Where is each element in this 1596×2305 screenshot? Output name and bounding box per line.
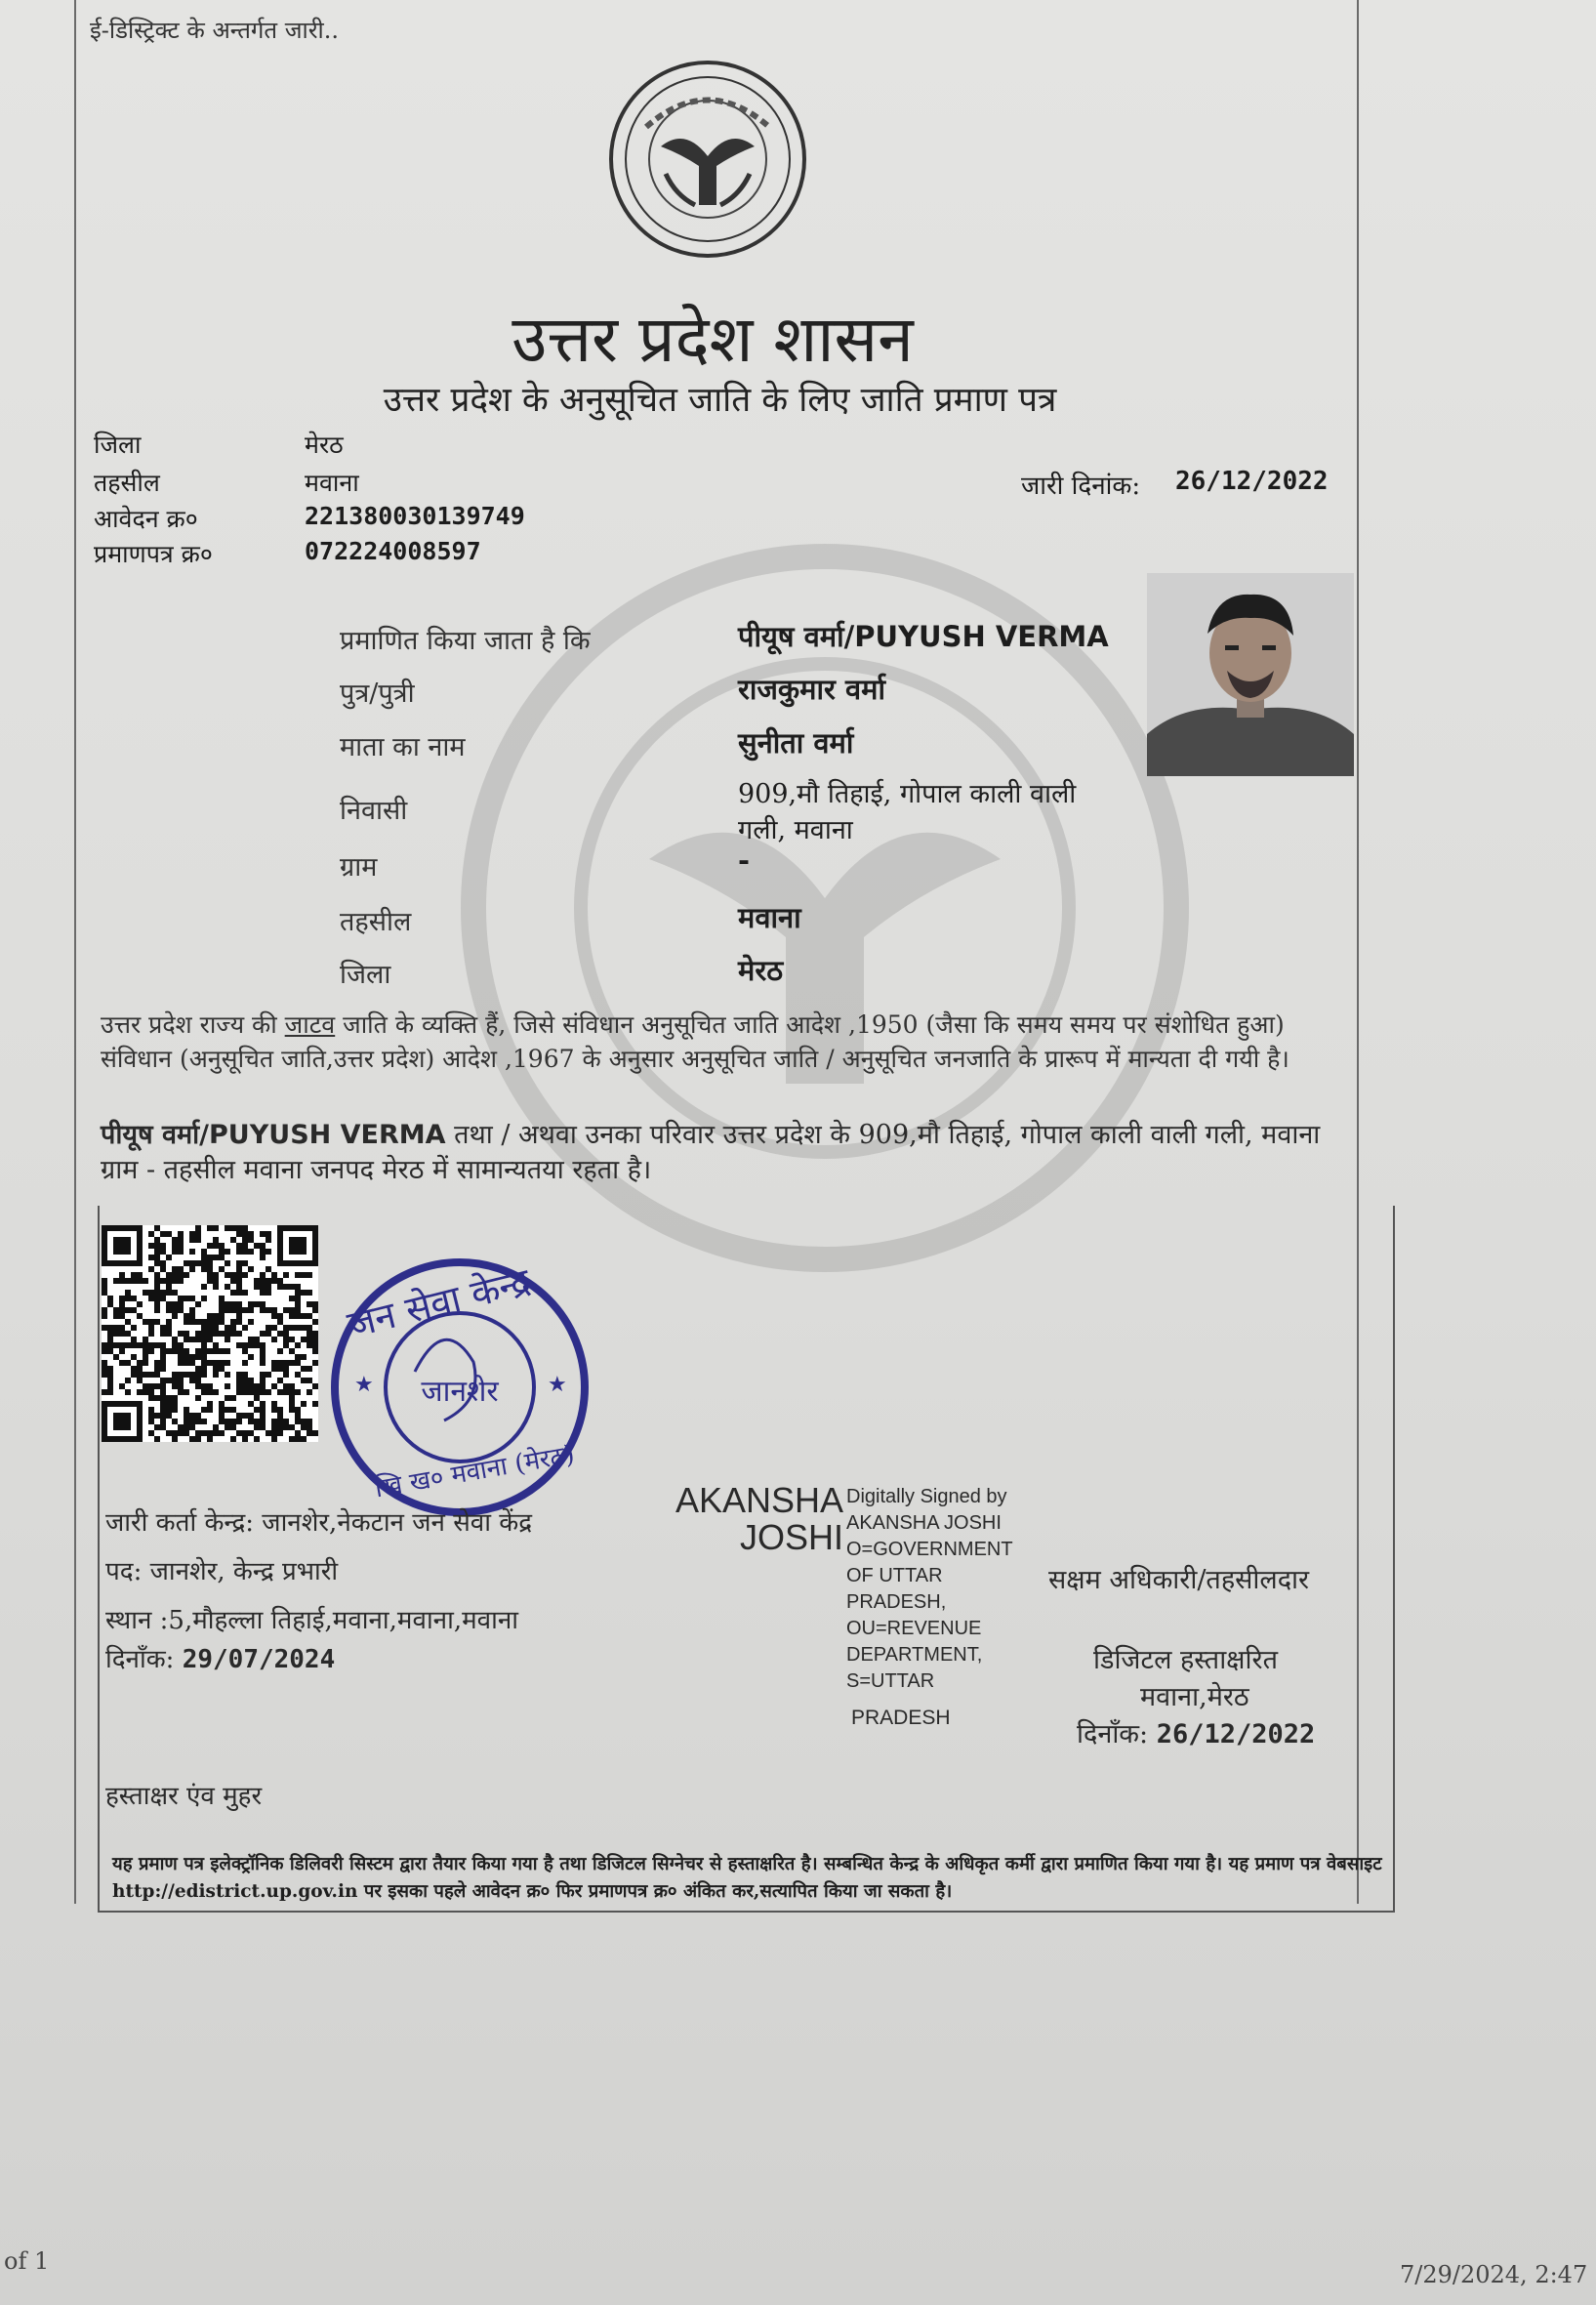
print-timestamp: 7/29/2024, 2:47: [1400, 2261, 1588, 2288]
signer-name: AKANSHA JOSHI: [675, 1480, 844, 1557]
svg-text:★: ★: [354, 1373, 374, 1397]
field-district-label: जिला: [340, 960, 391, 990]
qr-code[interactable]: [102, 1225, 318, 1442]
caste-name: जाटव: [284, 1010, 336, 1039]
district-value: मेरठ: [305, 431, 344, 459]
resident-label: निवासी: [340, 796, 408, 826]
svg-text:★: ★: [548, 1373, 567, 1397]
issuer-date-value: 29/07/2024: [182, 1645, 336, 1674]
authority-location: मवाना,मेरठ: [1140, 1682, 1249, 1712]
issuing-center: जारी कर्ता केन्द्र: जानशेर,नेकटान जन सेवा केंद्र: [105, 1508, 533, 1538]
up-government-emblem-icon: [607, 59, 808, 260]
mother-name: सुनीता वर्मा: [738, 726, 854, 760]
issuer-date: दिनाँक: 29/07/2024: [105, 1645, 336, 1674]
top-note: ई-डिस्ट्रिक्ट के अन्तर्गत जारी..: [90, 17, 340, 44]
address-line-1: 909,मौ तिहाई, गोपाल काली वाली: [738, 779, 1077, 809]
digitally-signed-label: डिजिटल हस्ताक्षरित: [1093, 1645, 1278, 1675]
tehsil-value: मवाना: [305, 469, 359, 497]
parent-label: पुत्र/पुत्री: [340, 679, 415, 709]
village-label: ग्राम: [340, 852, 378, 883]
signature-seal-label: हस्ताक्षर एंव मुहर: [105, 1782, 263, 1811]
svg-text:खि ख० मवाना (मेरठ): खि ख० मवाना (मेरठ): [372, 1439, 577, 1504]
field-tehsil-value: मवाना: [738, 901, 801, 934]
issuer-place: स्थान :5,मौहल्ला तिहाई,मवाना,मवाना,मवाना: [105, 1606, 519, 1635]
caste-statement: उत्तर प्रदेश राज्य की जाटव जाति के व्यक्ति हैं, जिसे संविधान अनुसूचित जाति आदेश ,1950 (जैसा कि समय समय पर संशोधित हुआ) संविधान (अनुसूचित जाति,उत्तर प्रदेश) आदेश ,1967 के अनुसार अनुसूचित जाति / अनुसूचित जनजाति के प्रारूप में मान्यता दी गयी है।: [101, 1010, 1289, 1073]
svg-text:जन सेवा केन्द्र: जन सेवा केन्द्र: [343, 1259, 535, 1347]
application-no-label: आवेदन क्र०: [94, 505, 198, 533]
certificate-subtitle: उत्तर प्रदेश के अनुसूचित जाति के लिए जाति प्रमाण पत्र: [383, 381, 1057, 420]
mother-label: माता का नाम: [340, 732, 466, 762]
certified-label: प्रमाणित किया जाता है कि: [340, 626, 591, 656]
applicant-photo: [1147, 573, 1354, 776]
issue-date-value: 26/12/2022: [1175, 467, 1329, 496]
certificate-no-value: 072224008597: [305, 537, 481, 565]
application-no-value: 221380030139749: [305, 502, 525, 530]
father-name: राजकुमार वर्मा: [738, 673, 885, 706]
residence-statement: पीयूष वर्मा/PUYUSH VERMA तथा / अथवा उनका परिवार उत्तर प्रदेश के 909,मौ तिहाई, गोपाल काली वाली गली, मवाना ग्राम - तहसील मवाना जनपद मेरठ में सामान्यतया रहता है।: [101, 1120, 1321, 1185]
field-tehsil-label: तहसील: [340, 907, 412, 937]
village-value: -: [738, 844, 751, 877]
applicant-name: पीयूष वर्मा/PUYUSH VERMA: [738, 620, 1109, 653]
verification-note: यह प्रमाण पत्र इलेक्ट्रॉनिक डिलिवरी सिस्टम द्वारा तैयार किया गया है तथा डिजिटल सिग्नेचर से हस्ताक्षरित है। सम्बन्धित केन्द्र के अधिकृत कर्मी द्वारा प्रमाणित किया गया है। यह प्रमाण पत्र वेबसाइट http://edistrict.up.gov.in पर इसका पहले आवेदन क्र० फिर प्रमाणपत्र क्र० अंकित कर,सत्यापित किया जा सकता है।: [112, 1854, 1382, 1902]
digital-signature-block: Digitally Signed by AKANSHA JOSHI O=GOVERNMENT OF UTTAR PRADESH, OU=REVENUE DEPARTMENT, S=UTTAR: [846, 1486, 1013, 1692]
page-title: उत्तर प्रदेश शासन: [512, 302, 914, 377]
statement-applicant-name: पीयूष वर्मा/PUYUSH VERMA: [101, 1120, 446, 1150]
jan-seva-kendra-stamp: [327, 1255, 593, 1520]
address-line-2: गली, मवाना: [738, 815, 853, 845]
tehsil-label: तहसील: [94, 469, 160, 497]
field-district-value: मेरठ: [738, 954, 784, 987]
certificate-no-label: प्रमाणपत्र क्र०: [94, 540, 213, 568]
issue-date-label: जारी दिनांक:: [1021, 472, 1141, 501]
svg-text:जानशेर: जानशेर: [421, 1375, 499, 1409]
authority-title: सक्षम अधिकारी/तहसीलदार: [1048, 1565, 1310, 1595]
page-count: of 1: [4, 2247, 50, 2275]
digital-signature-last-line: PRADESH: [851, 1707, 951, 1729]
authority-date-value: 26/12/2022: [1156, 1719, 1316, 1749]
district-label: जिला: [94, 431, 142, 459]
issuer-post: पद: जानशेर, केन्द्र प्रभारी: [105, 1557, 339, 1586]
authority-date: दिनाँक: 26/12/2022: [1077, 1719, 1316, 1749]
